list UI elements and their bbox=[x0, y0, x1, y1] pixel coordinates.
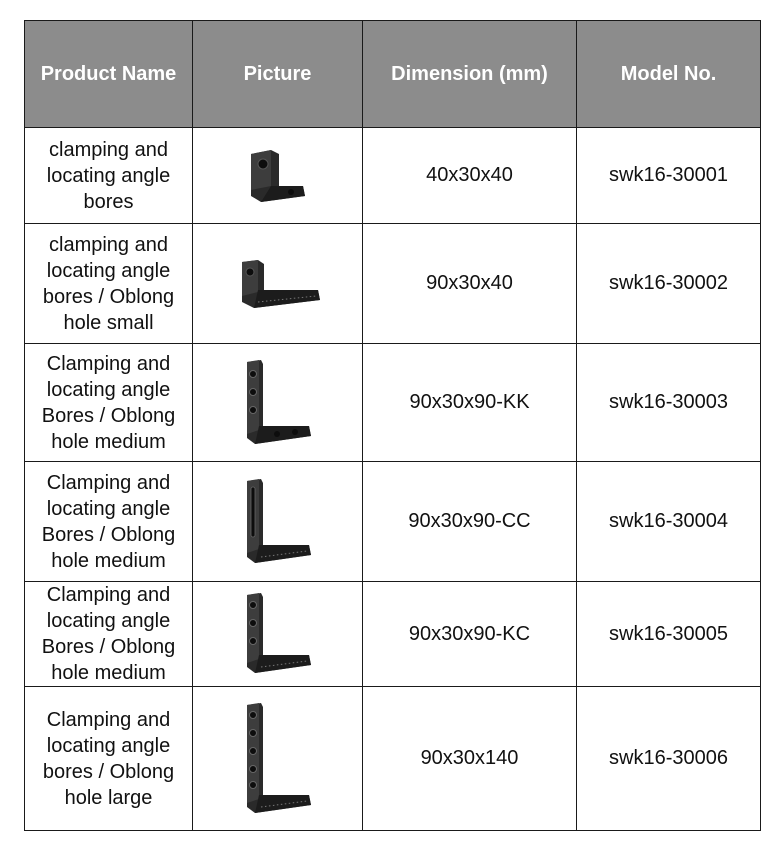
dimension-cell: 90x30x90-KC bbox=[363, 582, 577, 687]
picture-cell bbox=[193, 224, 363, 344]
angle-bracket-large-icon bbox=[233, 701, 323, 817]
model-no-cell: swk16-30001 bbox=[577, 128, 761, 224]
dimension-cell: 90x30x90-CC bbox=[363, 462, 577, 582]
table-row bbox=[25, 128, 761, 224]
header-product-name: Product Name bbox=[25, 21, 193, 128]
angle-bracket-small-icon bbox=[243, 146, 313, 206]
angle-bracket-kc-icon bbox=[233, 591, 323, 677]
model-no-cell: swk16-30005 bbox=[577, 582, 761, 687]
product-name-line: locating angle bbox=[46, 497, 171, 520]
product-name-line: clamping and bbox=[49, 233, 168, 256]
product-name-line: bores / Oblong bbox=[42, 285, 175, 308]
product-name-line: clamping and bbox=[49, 138, 168, 161]
product-name-cell bbox=[25, 344, 193, 462]
product-name-line: hole large bbox=[64, 786, 153, 809]
product-name-line: bores bbox=[83, 190, 134, 213]
product-name-line: Bores / Oblong bbox=[41, 523, 176, 546]
model-no-cell: swk16-30006 bbox=[577, 687, 761, 831]
product-name-line: locating angle bbox=[46, 610, 171, 632]
picture-cell bbox=[193, 582, 363, 687]
product-name-line: Bores / Oblong bbox=[41, 404, 176, 427]
product-name-cell bbox=[25, 582, 193, 687]
model-no-cell: swk16-30002 bbox=[577, 224, 761, 344]
product-name-line: Clamping and bbox=[46, 708, 171, 731]
product-name-line: Clamping and bbox=[46, 352, 171, 375]
dimension-cell: 90x30x40 bbox=[363, 224, 577, 344]
picture-cell bbox=[193, 344, 363, 462]
product-name-line: hole medium bbox=[51, 549, 166, 572]
table-row bbox=[25, 462, 761, 582]
product-name-line: hole small bbox=[63, 311, 154, 334]
product-name-cell bbox=[25, 224, 193, 344]
picture-cell bbox=[193, 687, 363, 831]
picture-cell bbox=[193, 128, 363, 224]
product-name-cell bbox=[25, 128, 193, 224]
table-row bbox=[25, 687, 761, 831]
product-name-line: bores / Oblong bbox=[42, 760, 175, 783]
dimension-cell: 90x30x140 bbox=[363, 687, 577, 831]
product-name-line: locating angle bbox=[46, 378, 171, 401]
product-name-line: locating angle bbox=[46, 164, 171, 187]
picture-cell bbox=[193, 462, 363, 582]
product-name-line: locating angle bbox=[46, 259, 171, 282]
model-no-cell: swk16-30003 bbox=[577, 344, 761, 462]
product-name-line: Bores / Oblong bbox=[41, 636, 176, 658]
product-name-line: hole medium bbox=[51, 430, 166, 453]
table-row bbox=[25, 582, 761, 687]
product-name-cell bbox=[25, 687, 193, 831]
product-name-line: hole medium bbox=[51, 662, 166, 684]
angle-bracket-cc-icon bbox=[233, 477, 323, 567]
product-name-line: Clamping and bbox=[46, 584, 171, 606]
product-name-line: Clamping and bbox=[46, 471, 171, 494]
header-row bbox=[25, 21, 761, 128]
product-table bbox=[24, 20, 761, 831]
header-model-no: Model No. bbox=[577, 21, 761, 128]
angle-bracket-long-base-icon bbox=[228, 254, 328, 314]
header-picture: Picture bbox=[193, 21, 363, 128]
table-row bbox=[25, 344, 761, 462]
product-name-line: locating angle bbox=[46, 734, 171, 757]
table-row bbox=[25, 224, 761, 344]
dimension-cell: 40x30x40 bbox=[363, 128, 577, 224]
model-no-cell: swk16-30004 bbox=[577, 462, 761, 582]
header-dimension: Dimension (mm) bbox=[363, 21, 577, 128]
angle-bracket-kk-icon bbox=[233, 358, 323, 448]
product-name-cell bbox=[25, 462, 193, 582]
dimension-cell: 90x30x90-KK bbox=[363, 344, 577, 462]
